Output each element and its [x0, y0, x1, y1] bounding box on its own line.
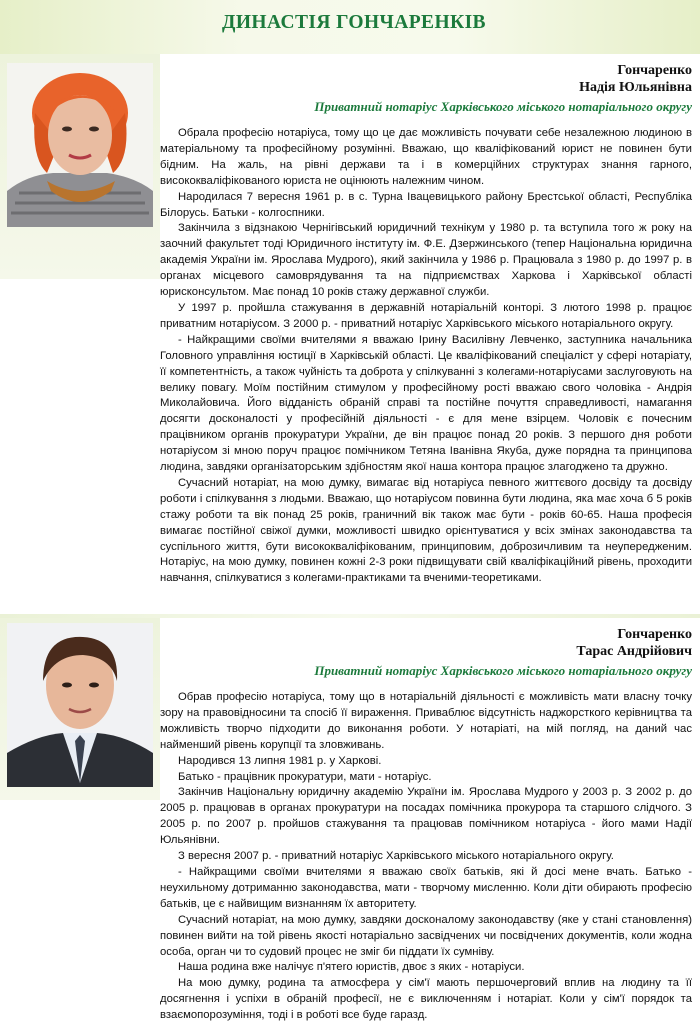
bio-paragraph: Обрала професію нотаріуса, тому що це дає можливість почувати себе незалежною людиною в матеріальному та професійному розумінні. Вважаю, що кваліфікований юрист не повинен бути бідним. На жаль, на рівні держави та і в комерційних структурах знання гарного, висококваліфікованого юриста не оцінюють належним чином.: [160, 127, 692, 187]
bio-paragraph: Батько - працівник прокуратури, мати - нотаріус.: [178, 770, 432, 783]
page-title: ДИНАСТІЯ ГОНЧАРЕНКІВ: [222, 12, 486, 33]
bio-paragraph: У 1997 р. пройшла стажування в державній нотаріальній конторі. З лютого 1998 р. працює приватним нотаріусом. З 2000 р. - приватний нотаріус Харківського міського нотаріального округу.: [160, 301, 692, 330]
bio-paragraph: Наша родина вже налічує п'ятero юристів, двоє з яких - нотаріуси.: [178, 961, 525, 974]
portrait-photo-taras: [7, 623, 153, 787]
portrait-image: [7, 623, 153, 787]
profile-name: Тарас Андрійович: [576, 644, 692, 659]
profile-surname: Гончаренко: [617, 63, 692, 78]
bio-paragraph: Сучасний нотаріат, на мою думку, вимагає від нотаріуса певного життєвого досвіду та досвіду роботи і спілкування з людьми. Вважаю, що нотаріусом повинна бути людина, яка має хоча б 5 років стажу роботи та вік понад 25 років, граничний вік також має бути - років 60-65. Наша професія вимагає постійної свіжої думки, можливості швидко орієнтуватися у всіх змінах законодавства та суспільного життя, бути висококваліфікованим, принциповим, доброзичливим та неупередженим. Нотаріус, на мою думку, повинен кожні 2-3 роки підвищувати свій кваліфікаційний рівень, проходити навчання, спілкуватися з колегами-практиками та вченими-теоретиками.: [160, 476, 692, 585]
bio-paragraph: На мою думку, родина та атмосфера у сім'ї мають першочерговий вплив на людину та її досягнення і успіхи в обраній професії, не є виключенням і нотаріат. Коли у сім'ї порядок та взаємопорозуміння, тоді і в роботі все буде гаразд.: [160, 977, 692, 1022]
bio-paragraph: Обрав професію нотаріуса, тому що в нотаріальній діяльності є можливість мати власну точку зору на правовідносини та спосіб її вираження. Приваблює відсутність наджорсткого керівництва та можливість творчо підходити до виконання роботи. У нотаріаті, на мій погляд, на даний час найменший рівень корупції та зловживань.: [160, 691, 692, 751]
profile-bio: [160, 690, 692, 1024]
portrait-image: [7, 63, 153, 227]
profile-role: Приватний нотаріус Харківського міського нотаріального округу: [314, 663, 692, 678]
bio-paragraph: Закінчив Національну юридичну академію України ім. Ярослава Мудрого у 2003 р. З 2002 р. до 2005 р. працював в органах прокуратури на посадах помічника прокурора та старшого слідчого. З 2005 р. по 2007 р. пройшов стажування та працював помічником нотаріуса - його мами Надії Юльянівни.: [160, 786, 692, 847]
bio-paragraph: Закінчила з відзнакою Чернігівський юридичний технікум у 1980 р. та вступила того ж року на заочний факультет тоді Юридичного інституту ім. Ф.Е. Дзержинського (тепер Національна юридична академія України ім. Ярослава Мудрого), який закінчила у 1986 р. Працювала з 1980 р. до 1997 р. в органах місцевого самоврядування та на підприємствах Харкова і Харківської області юрисконсультом. Має понад 10 років стажу державної служби.: [160, 222, 692, 299]
page-header: [0, 0, 700, 54]
bio-paragraph: - Найкращими своїми вчителями я вважаю своїх батьків, які й досі мене вчать. Батько - неухильному дотриманню законодавства, мати - творчому мисленню. Коли діти обирають професію батьків, це є найвищим визнанням їх авторитету.: [160, 865, 692, 910]
profile-surname: Гончаренко: [617, 627, 692, 642]
portrait-photo-nadiia: [7, 63, 153, 227]
bio-paragraph: Сучасний нотаріат, на мою думку, завдяки досконалому законодавству (яке у стані становлення) повинен вийти на той рівень якості нотаріально засвідчених чи посвідчених документів, коли жодна особа, орган чи то судовий процес не зміг би піддати їх сумніву.: [160, 913, 692, 958]
profile-name: Надія Юльянівна: [579, 80, 692, 95]
profile-role: Приватний нотаріус Харківського міського нотаріального округу: [314, 99, 692, 114]
bio-paragraph: З вересня 2007 р. - приватний нотаріус Харківського міського нотаріального округу.: [178, 850, 614, 863]
bio-paragraph: - Найкращими своїми вчителями я вважаю Ірину Василівну Левченко, заступника начальника Головного управління юстиції в Харківській області. Це кваліфікований спеціаліст у сфері нотаріату, її компетентність, а також чуйність та доброта у спілкуванні з колегами-нотаріусами заслуговують на велику повагу. Моїм постійним стимулом у професійному рості вважаю свого чоловіка - Андрія Миколайовича. Його відданість обраній справі та постійне почуття справедливості, намагання досягти досконалості у професійній діяльності - є для мене взірцем. Чоловік є почесним працівником органів прокуратури України, де він працює понад 20 років. З першого дня роботи нотаріусом зі мною поруч працює помічником Тетяна Іванівна Якуба, дуже порядна та принципова людина, завдяки організаторським здібностям якої наша контора працює злагоджено та дружно.: [160, 333, 692, 474]
bio-paragraph: Народилася 7 вересня 1961 р. в с. Турна Івацевицького району Брестської області, Республіка Білорусь. Батьки - колгоспники.: [160, 190, 692, 219]
profile-bio: [160, 126, 692, 587]
bio-paragraph: Народився 13 липня 1981 р. у Харкові.: [178, 754, 382, 767]
